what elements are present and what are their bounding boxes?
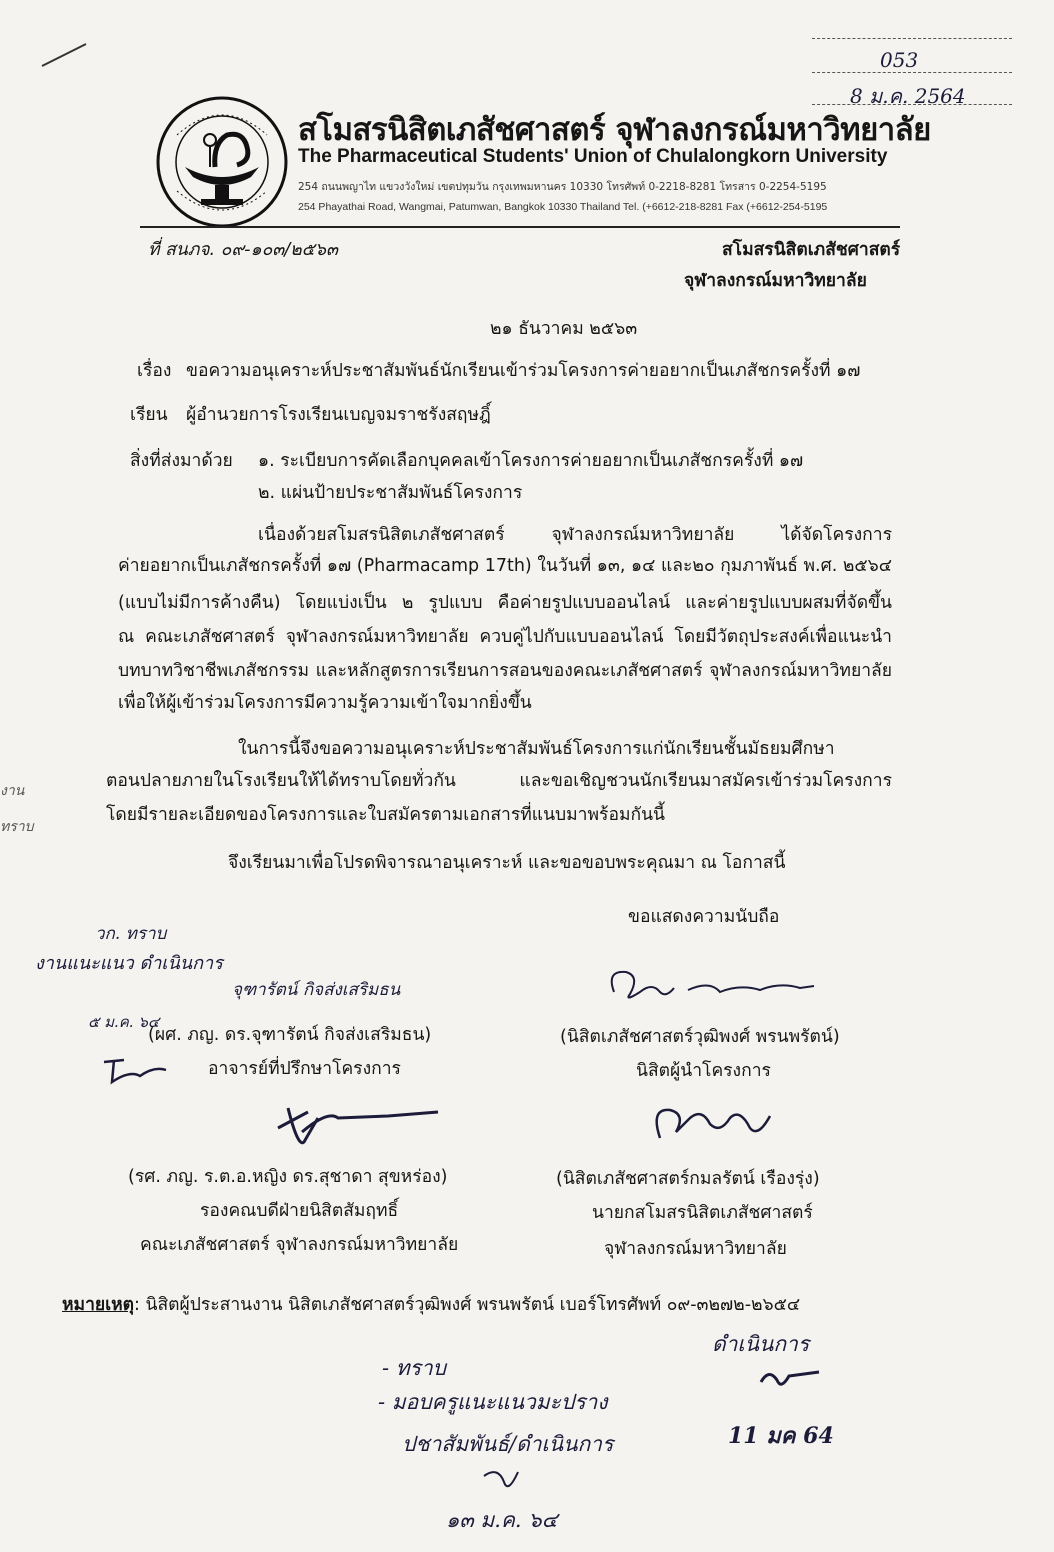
- margin-note-2: ทราบ: [0, 819, 34, 835]
- initial-mark-icon: [755, 1362, 825, 1398]
- paragraph-1-line: ค่ายอยากเป็นเภสัชกรครั้งที่ ๑๗ (Pharmacamp 17th) ในวันที่ ๑๓, ๑๔ และ๒๐ กุมภาพันธ์ พ.ศ. ๒๕๖๔: [118, 556, 892, 576]
- note-label: หมายเหตุ: [62, 1295, 135, 1315]
- paragraph-1-line: (แบบไม่มีการค้างคืน) โดยแบ่งเป็น ๒ รูปแบบ คือค่ายรูปแบบออนไลน์ และค่ายรูปแบบผสมที่จัดขึ้น: [118, 593, 892, 613]
- subject-text: ขอความอนุเคราะห์ประชาสัมพันธ์นักเรียนเข้าร่วมโครงการค่ายอยากเป็นเภสัชกรครั้งที่ ๑๗: [186, 361, 861, 381]
- dean-title-2: คณะเภสัชศาสตร์ จุฬาลงกรณ์มหาวิทยาลัย: [140, 1235, 459, 1255]
- initial-mark-icon: [478, 1462, 528, 1502]
- leader-name: (นิสิตเภสัชศาสตร์วุฒิพงศ์ พรนพรัตน์): [560, 1027, 840, 1047]
- paragraph-1-line: เนื่องด้วยสโมสรนิสิตเภสัชศาสตร์ จุฬาลงกรณ์มหาวิทยาลัย ได้จัดโครงการ: [258, 525, 892, 545]
- handwritten-annotation: ดำเนินการ: [712, 1332, 810, 1356]
- paragraph-1-line: บทบาทวิชาชีพเภสัชกรรม และหลักสูตรการเรียนการสอนของคณะเภสัชศาสตร์ จุฬาลงกรณ์มหาวิทยาลัย: [118, 661, 892, 681]
- initial-mark-icon: [100, 1052, 170, 1088]
- advisor-title: อาจารย์ที่ปรึกษาโครงการ: [208, 1059, 401, 1079]
- org-name-th: สโมสรนิสิตเภสัชศาสตร์ จุฬาลงกรณ์มหาวิทยาลัย: [298, 112, 931, 148]
- stamp-number: 053: [880, 48, 919, 72]
- paragraph-2-line: ตอนปลายภายในโรงเรียนให้ได้ทราบโดยทั่วกัน และขอเชิญชวนนักเรียนมาสมัครเข้าร่วมโครงการ: [106, 771, 892, 791]
- handwritten-annotation: 11 มค 64: [728, 1423, 834, 1449]
- org-name-en: The Pharmaceutical Students' Union of Chulalongkorn University: [298, 146, 888, 167]
- handwritten-annotation: จุฑารัตน์ กิจส่งเสริมธน: [232, 980, 401, 1000]
- stamp-line: [812, 72, 1012, 74]
- president-title-2: จุฬาลงกรณ์มหาวิทยาลัย: [604, 1239, 787, 1259]
- handwritten-annotation: วก. ทราบ: [95, 924, 167, 944]
- to-text: ผู้อำนวยการโรงเรียนเบญจมราชรังสฤษฎิ์: [186, 405, 491, 425]
- paragraph-2-line: ในการนี้จึงขอความอนุเคราะห์ประชาสัมพันธ์โครงการแก่นักเรียนชั้นมัธยมศึกษา: [238, 739, 835, 759]
- address-th: 254 ถนนพญาไท แขวงวังใหม่ เขตปทุมวัน กรุงเทพมหานคร 10330 โทรศัพท์ 0-2218-8281 โทรสาร 0-2254-5195: [298, 181, 827, 193]
- advisor-name: (ผศ. ภญ. ดร.จุฑารัตน์ กิจส่งเสริมธน): [148, 1025, 432, 1045]
- closing-line: จึงเรียนมาเพื่อโปรดพิจารณาอนุเคราะห์ และขอขอบพระคุณมา ณ โอกาสนี้: [228, 853, 786, 873]
- handwritten-annotation: - ทราบ: [382, 1356, 447, 1380]
- enclosure-item-1: ๑. ระเบียบการคัดเลือกบุคคลเข้าโครงการค่ายอยากเป็นเภสัชกรครั้งที่ ๑๗: [258, 451, 804, 471]
- dean-title-1: รองคณบดีฝ่ายนิสิตสัมฤทธิ์: [200, 1201, 399, 1221]
- signature-dean-icon: [268, 1098, 448, 1158]
- paragraph-2-line: โดยมีรายละเอียดของโครงการและใบสมัครตามเอกสารที่แนบมาพร้อมกันนี้: [106, 805, 666, 825]
- stamp-line: [812, 38, 1012, 40]
- leader-title: นิสิตผู้นำโครงการ: [636, 1061, 771, 1081]
- handwritten-annotation: - มอบครูแนะแนวมะปราง: [378, 1390, 608, 1414]
- pharmacy-union-seal-icon: [155, 95, 290, 230]
- regards: ขอแสดงความนับถือ: [628, 907, 780, 927]
- handwritten-annotation: ๑๓ ม.ค. ๖๔: [446, 1508, 558, 1532]
- dean-name: (รศ. ภญ. ร.ต.อ.หญิง ดร.สุชาดา สุขหร่อง): [128, 1167, 448, 1187]
- sender-line-2: จุฬาลงกรณ์มหาวิทยาลัย: [684, 271, 867, 291]
- signature-president-icon: [640, 1098, 790, 1148]
- stamp-date: 8 ม.ค. 2564: [850, 84, 966, 108]
- note: [62, 1290, 800, 1318]
- subject-label: เรื่อง: [137, 361, 172, 381]
- document-reference: ที่ สนภจ. ๐๙-๑๐๓/๒๕๖๓: [148, 240, 338, 260]
- letter-date: ๒๑ ธันวาคม ๒๕๖๓: [490, 319, 638, 339]
- enclosures-label: สิ่งที่ส่งมาด้วย: [130, 451, 233, 471]
- margin-note-1: งาน: [0, 783, 25, 799]
- handwritten-annotation: ๕ ม.ค. ๖๔: [88, 1013, 160, 1031]
- note-text: : นิสิตผู้ประสานงาน นิสิตเภสัชศาสตร์วุฒิพงศ์ พรนพรัตน์ เบอร์โทรศัพท์ ๐๙-๓๒๗๒-๒๖๕๔: [134, 1295, 801, 1315]
- handwritten-annotation: ปชาสัมพันธ์/ดำเนินการ: [402, 1432, 614, 1456]
- handwritten-annotation: งานแนะแนว ดำเนินการ: [35, 953, 223, 974]
- president-name: (นิสิตเภสัชศาสตร์กมลรัตน์ เรืองรุ่ง): [556, 1169, 820, 1189]
- to-label: เรียน: [130, 405, 168, 425]
- enclosure-item-2: ๒. แผ่นป้ายประชาสัมพันธ์โครงการ: [258, 483, 523, 503]
- president-title-1: นายกสโมสรนิสิตเภสัชศาสตร์: [592, 1203, 813, 1223]
- paragraph-1-line: เพื่อให้ผู้เข้าร่วมโครงการมีความรู้ความเข้าใจมากยิ่งขึ้น: [118, 693, 532, 713]
- paragraph-1-line: ณ คณะเภสัชศาสตร์ จุฬาลงกรณ์มหาวิทยาลัย ควบคู่ไปกับแบบออนไลน์ โดยมีวัตถุประสงค์เพื่อแนะนำ: [118, 627, 892, 647]
- signature-leader-icon: [600, 962, 830, 1010]
- pen-mark-icon: [40, 40, 90, 70]
- letterhead-divider: [140, 226, 900, 228]
- sender-line-1: สโมสรนิสิตเภสัชศาสตร์: [722, 240, 901, 260]
- address-en: 254 Phayathai Road, Wangmai, Patumwan, Bangkok 10330 Thailand Tel. (+6612-218-8281 Fax (+6612-254-5195: [298, 201, 828, 213]
